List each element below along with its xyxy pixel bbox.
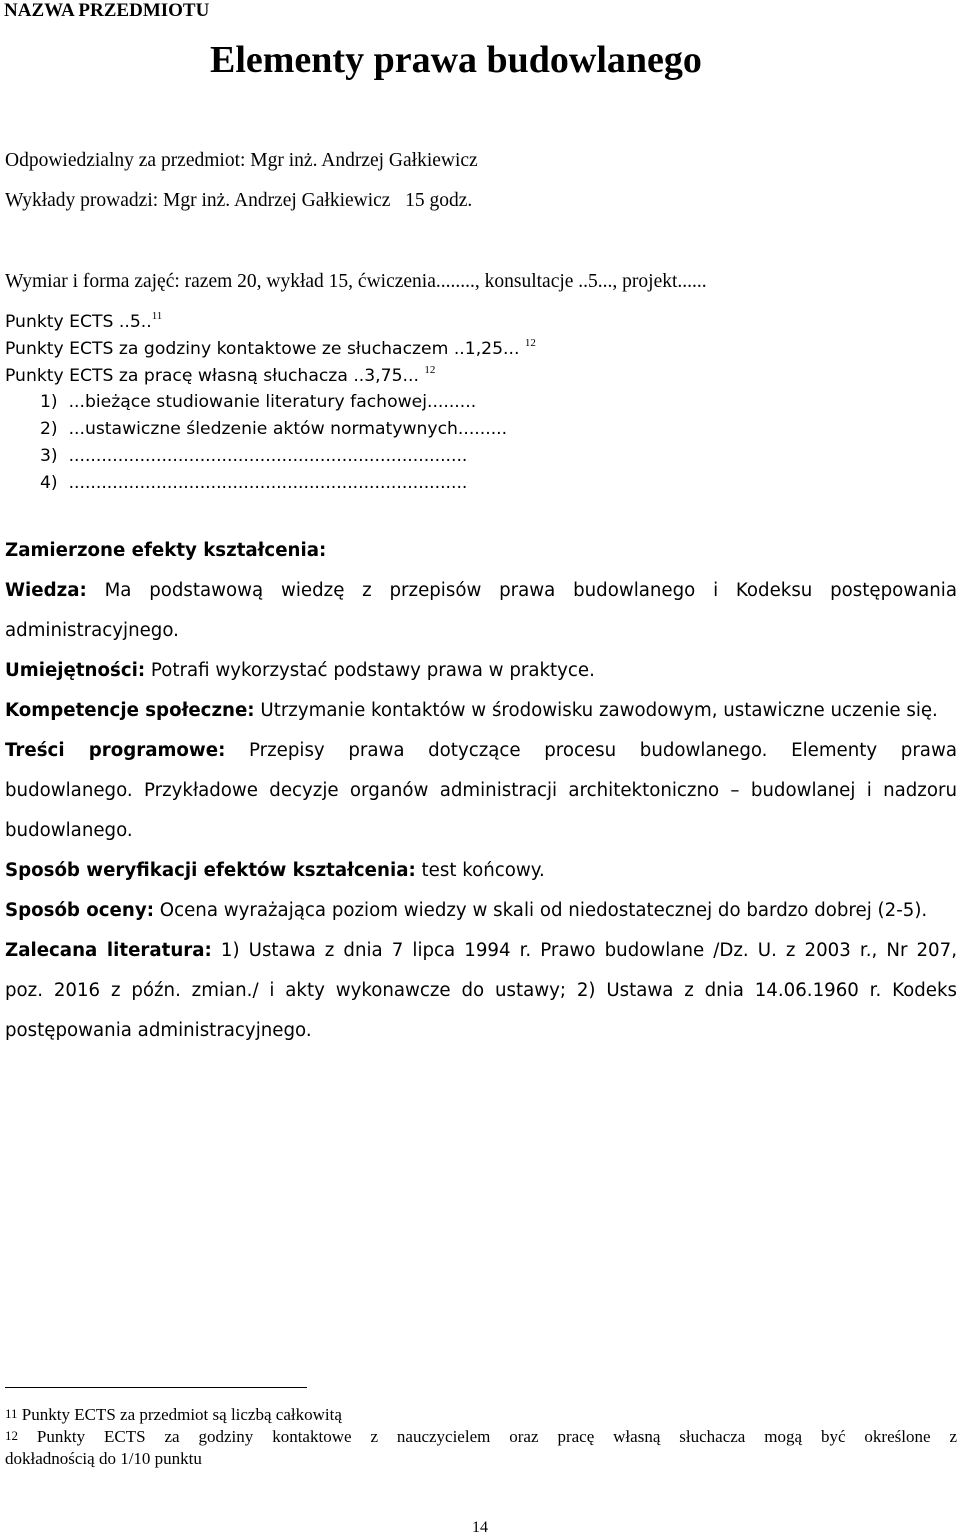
ects-total — [5, 312, 162, 332]
subject-label: NAZWA PRZEDMIOTU — [4, 0, 210, 21]
footnote-text: Punkty ECTS za przedmiot są liczbą całkowitą — [21, 1405, 342, 1424]
footnote-continuation: dokładnością do 1/10 punktu — [5, 1449, 202, 1468]
knowledge-line2: administracyjnego. — [5, 620, 179, 641]
verification — [5, 860, 957, 881]
footnote-text: Punkty ECTS za godziny kontaktowe z nauczycielem oraz pracę własną słuchacza mogą być określone z — [36, 1427, 957, 1446]
social-competences — [5, 700, 957, 721]
footnote-number: 12 — [5, 1428, 18, 1443]
ects-total-footnote-ref: 11 — [151, 310, 163, 322]
content-line2: budowlanego. Przykładowe decyzje organów administracji architektoniczno – budowlanej i nadzoru — [5, 780, 957, 801]
skills-label: Umiejętności: — [5, 660, 146, 681]
content-text: Przepisy prawa dotyczące procesu budowlanego. Elementy prawa — [248, 740, 957, 761]
page-number: 14 — [472, 1519, 488, 1536]
ects-contact — [5, 339, 536, 359]
grading-text: Ocena wyrażająca poziom wiedzy w skali od niedostatecznej do bardzo dobrej (2-5). — [159, 900, 928, 921]
ects-total-text: Punkty ECTS ..5.. — [5, 312, 152, 332]
content-line3: budowlanego. — [5, 820, 133, 841]
outcomes-heading: Zamierzone efekty kształcenia: — [5, 540, 327, 561]
skills — [5, 660, 957, 681]
ects-item: 3) ......................................................................... — [40, 446, 468, 466]
footnote — [5, 1427, 957, 1447]
ects-item: 1) ...bieżące studiowanie literatury fachowej......... — [40, 392, 477, 412]
social-text: Utrzymanie kontaktów w środowisku zawodowym, ustawiczne uczenie się. — [260, 700, 938, 721]
footnote-number: 11 — [5, 1406, 18, 1421]
ects-own-footnote-ref: 12 — [424, 364, 436, 376]
page-title: Elementy prawa budowlanego — [210, 39, 702, 81]
ects-item: 2) ...ustawiczne śledzenie aktów normatywnych......... — [40, 419, 508, 439]
ects-own-text: Punkty ECTS za pracę własną słuchacza ..3,75... — [5, 366, 419, 386]
hours-line: Wymiar i forma zajęć: razem 20, wykład 15, ćwiczenia........, konsultacje ..5..., projekt...... — [5, 271, 707, 292]
ects-own — [5, 366, 435, 386]
knowledge-text: Ma podstawową wiedzę z przepisów prawa budowlanego i Kodeksu postępowania — [104, 580, 957, 601]
content-label: Treści programowe: — [5, 740, 226, 761]
social-label: Kompetencje społeczne: — [5, 700, 255, 721]
ects-item: 4) ......................................................................... — [40, 473, 468, 493]
grading-label: Sposób oceny: — [5, 900, 154, 921]
lecturer: Wykłady prowadzi: Mgr inż. Andrzej Gałkiewicz 15 godz. — [5, 190, 473, 211]
literature-line1 — [5, 940, 957, 961]
responsible-person: Odpowiedzialny za przedmiot: Mgr inż. Andrzej Gałkiewicz — [5, 150, 478, 171]
footnote — [5, 1405, 957, 1425]
ects-contact-text: Punkty ECTS za godziny kontaktowe ze słuchaczem ..1,25... — [5, 339, 520, 359]
content-line1 — [5, 740, 957, 761]
footnote-separator — [5, 1387, 307, 1388]
ects-contact-footnote-ref: 12 — [524, 337, 536, 349]
knowledge-line1 — [5, 580, 957, 601]
literature-text: 1) Ustawa z dnia 7 lipca 1994 r. Prawo budowlane /Dz. U. z 2003 r., Nr 207, — [220, 940, 957, 961]
knowledge-label: Wiedza: — [5, 580, 87, 601]
verification-text: test końcowy. — [421, 860, 545, 881]
literature-line2: poz. 2016 z późn. zmian./ i akty wykonawcze do ustawy; 2) Ustawa z dnia 14.06.1960 r. Kodeks — [5, 980, 957, 1001]
skills-text: Potrafi wykorzystać podstawy prawa w praktyce. — [150, 660, 595, 681]
literature-label: Zalecana literatura: — [5, 940, 212, 961]
literature-line3: postępowania administracyjnego. — [5, 1020, 312, 1041]
verification-label: Sposób weryfikacji efektów kształcenia: — [5, 860, 416, 881]
grading — [5, 900, 957, 921]
